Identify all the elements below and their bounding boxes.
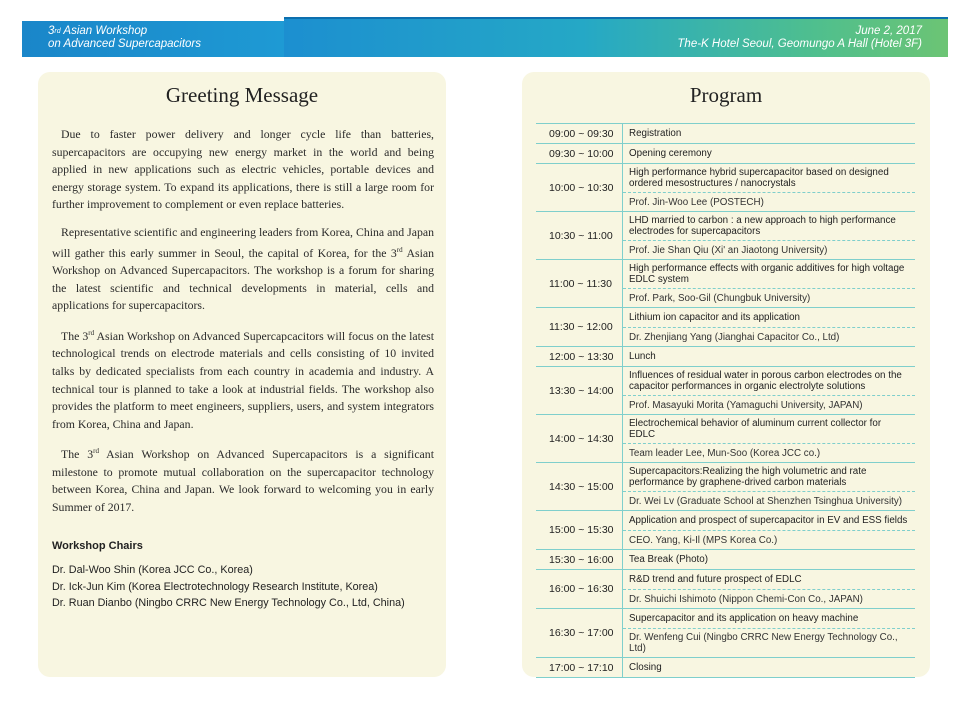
- program-session: Registration: [629, 128, 682, 139]
- program-table: [536, 123, 915, 678]
- greeting-body: [52, 126, 434, 527]
- program-row: [536, 463, 915, 511]
- greeting-paragraph-2: Representative scientific and engineering leaders from Korea, China and Japan will gather this early summer in Seoul, the capital of Korea, for the 3rd Asian Workshop on Advanced Supercapacitors. The workshop is a forum for sharing the latest scientific and technical developments in material, cells and applications for supercapacitors.: [52, 224, 434, 313]
- program-time: 11:00 ~ 11:30: [536, 260, 623, 307]
- program-session: Opening ceremony: [629, 148, 712, 159]
- program-speaker: Prof. Masayuki Morita (Yamaguchi University, JAPAN): [623, 395, 915, 414]
- program-row: [536, 511, 915, 550]
- program-session: Closing: [629, 662, 662, 673]
- program-cells: [623, 570, 915, 608]
- program-speaker: CEO. Yang, Ki-Il (MPS Korea Co.): [623, 530, 915, 549]
- program-time: 17:00 ~ 17:10: [536, 658, 623, 677]
- program-time: 14:00 ~ 14:30: [536, 415, 623, 462]
- chair-item: Dr. Ruan Dianbo (Ningbo CRRC New Energy Technology Co., Ltd, China): [52, 597, 405, 609]
- program-speaker: Dr. Wei Lv (Graduate School at Shenzhen Tsinghua University): [623, 491, 915, 510]
- program-row: [536, 308, 915, 347]
- program-time: 13:30 ~ 14:00: [536, 367, 623, 414]
- program-row: [536, 367, 915, 415]
- program-row: [536, 658, 915, 678]
- program-cells: [623, 609, 915, 657]
- program-time: 09:30 ~ 10:00: [536, 144, 623, 163]
- greeting-paragraph-4: The 3rd Asian Workshop on Advanced Supercapacitors is a significant milestone to promote mutual collaboration on the supercapacitor technology between Korea, China and Japan. We look forward to welcoming you in early Summer of 2017.: [52, 447, 434, 515]
- program-session: R&D trend and future prospect of EDLC: [629, 574, 802, 585]
- program-session: Electrochemical behavior of aluminum current collector for EDLC: [629, 418, 882, 440]
- workshop-chairs: [52, 540, 442, 612]
- program-session: Supercapacitor and its application on heavy machine: [629, 613, 859, 624]
- event-meta: [677, 25, 922, 51]
- program-cells: [623, 415, 915, 462]
- program-panel: [522, 72, 930, 677]
- program-time: 16:30 ~ 17:00: [536, 609, 623, 657]
- program-row: [536, 347, 915, 367]
- program-cells: [623, 511, 915, 549]
- program-cells: [623, 124, 915, 143]
- program-time: 15:00 ~ 15:30: [536, 511, 623, 549]
- program-session: High performance hybrid supercapacitor based on designed ordered mesostructures / nanocrystals: [629, 167, 889, 189]
- event-subtitle: on Advanced Supercapacitors: [48, 38, 202, 50]
- chairs-title: Workshop Chairs: [52, 540, 143, 552]
- program-session: Supercapacitors:Realizing the high volumetric and rate performance by graphene-drived carbon materials: [629, 466, 867, 488]
- program-session: Tea Break (Photo): [629, 554, 708, 565]
- program-time: 09:00 ~ 09:30: [536, 124, 623, 143]
- program-session: Lunch: [629, 351, 656, 362]
- program-row: [536, 550, 915, 570]
- greeting-title: Greeting Message: [165, 83, 319, 107]
- program-cells: [623, 550, 915, 569]
- program-cells: [623, 144, 915, 163]
- program-row: [536, 212, 915, 260]
- chair-item: Dr. Ick-Jun Kim (Korea Electrotechnology Research Institute, Korea): [52, 580, 378, 593]
- event-venue: The-K Hotel Seoul, Geomungo A Hall (Hotel 3F): [677, 38, 922, 50]
- program-cells: [623, 308, 915, 346]
- event-title: 3rd Asian Workshop on Advanced Supercapacitors: [48, 25, 202, 50]
- program-row: [536, 260, 915, 308]
- event-date: June 2, 2017: [855, 25, 922, 37]
- program-time: 16:00 ~ 16:30: [536, 570, 623, 608]
- program-title: Program: [689, 83, 763, 107]
- program-speaker: Prof. Jin-Woo Lee (POSTECH): [623, 192, 915, 211]
- program-time: 15:30 ~ 16:00: [536, 550, 623, 569]
- program-row: [536, 415, 915, 463]
- program-speaker: Prof. Jie Shan Qiu (Xi' an Jiaotong University): [623, 240, 915, 259]
- program-session: Influences of residual water in porous carbon electrodes on the capacitor performances in organic electrolyte solutions: [629, 370, 902, 392]
- program-time: 10:00 ~ 10:30: [536, 164, 623, 211]
- program-speaker: Dr. Zhenjiang Yang (Jianghai Capacitor Co., Ltd): [623, 327, 915, 346]
- program-session: Application and prospect of supercapacitor in EV and ESS fields: [629, 515, 908, 526]
- program-row: [536, 124, 915, 144]
- program-row: [536, 164, 915, 212]
- program-time: 14:30 ~ 15:00: [536, 463, 623, 510]
- chair-item: Dr. Dal-Woo Shin (Korea JCC Co., Korea): [52, 564, 253, 576]
- program-speaker: Team leader Lee, Mun-Soo (Korea JCC co.): [623, 443, 915, 462]
- program-session: LHD married to carbon : a new approach to high performance electrodes for supercapacitors: [629, 215, 896, 237]
- greeting-panel: [38, 72, 446, 677]
- program-cells: [623, 212, 915, 259]
- program-session: Lithium ion capacitor and its application: [629, 312, 801, 323]
- program-cells: [623, 367, 915, 414]
- program-cells: [623, 164, 915, 211]
- header-banner: [22, 17, 948, 58]
- program-time: 12:00 ~ 13:30: [536, 347, 623, 366]
- program-speaker: Dr. Shuichi Ishimoto (Nippon Chemi-Con Co., JAPAN): [623, 589, 915, 608]
- program-row: [536, 144, 915, 164]
- program-cells: [623, 347, 915, 366]
- program-time: 10:30 ~ 11:00: [536, 212, 623, 259]
- program-session: High performance effects with organic additives for high voltage EDLC system: [629, 263, 905, 285]
- program-cells: [623, 463, 915, 510]
- program-speaker: Prof. Park, Soo-Gil (Chungbuk University): [623, 288, 915, 307]
- greeting-paragraph-1: Due to faster power delivery and longer cycle life than batteries, supercapacitors are occupying new energy market in the world and being applied in new applications such as electric vehicles, portable devices and energy storage system. To expand its applications, there is still a large room for further improvement to complement or even replace batteries.: [52, 127, 434, 212]
- program-cells: [623, 658, 915, 677]
- program-cells: [623, 260, 915, 307]
- program-speaker: Dr. Wenfeng Cui (Ningbo CRRC New Energy Technology Co., Ltd): [623, 628, 915, 657]
- program-time: 11:30 ~ 12:00: [536, 308, 623, 346]
- program-row: [536, 570, 915, 609]
- program-row: [536, 609, 915, 658]
- greeting-paragraph-3: The 3rd Asian Workshop on Advanced Supercapcacitors will focus on the latest technological trends on electrode materials and cells consisting of 10 invited talks by dedicated specialists from each country in academia and industry. A technical tour is planned to take a look at industrial fields. The workshop also provides the platform to meet engineers, suppliers, users, and system integrators from Korea, China and Japan.: [52, 328, 434, 431]
